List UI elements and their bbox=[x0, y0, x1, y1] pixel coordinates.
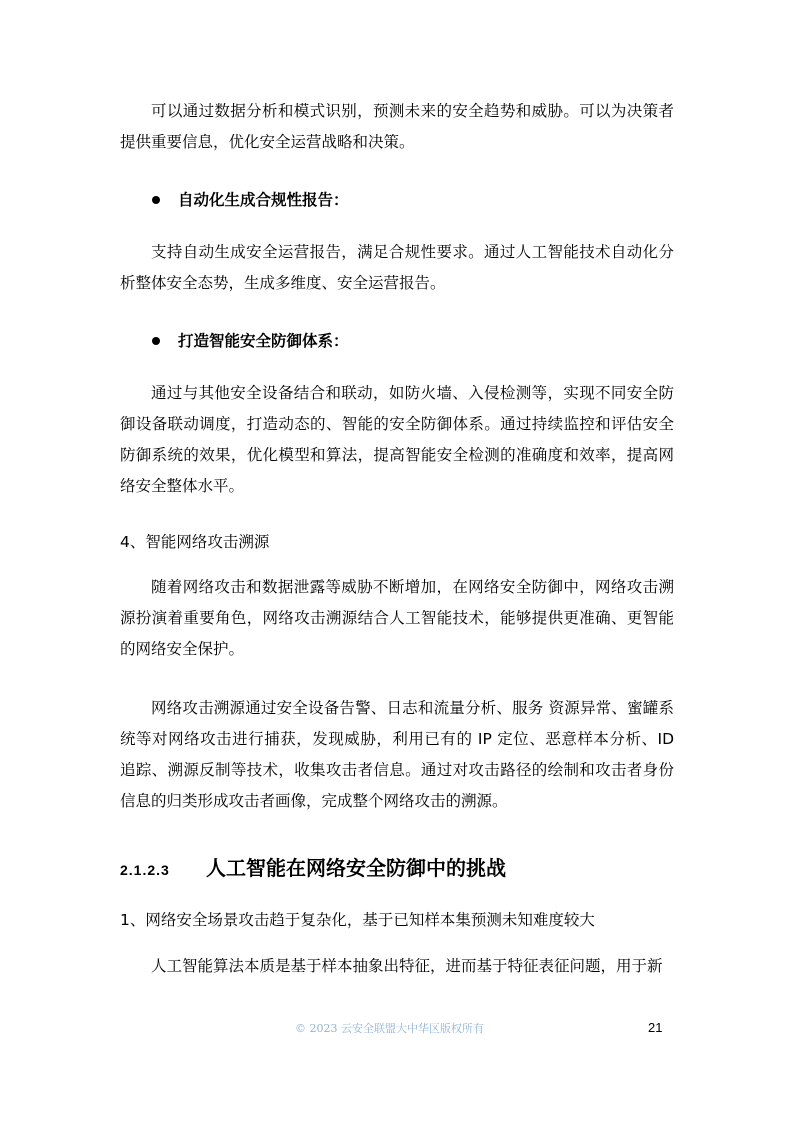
section-number: 2.1.2.3 bbox=[120, 862, 170, 878]
paragraph-tracing-intro: 随着网络攻击和数据泄露等威胁不断增加，在网络安全防御中，网络攻击溯源扮演着重要角色，网络攻击溯源结合人工智能技术，能够提供更准确、更智能的网络安全保护。 bbox=[120, 578, 674, 658]
subheading-attack-tracing: 4、智能网络攻击溯源 bbox=[120, 533, 270, 551]
bullet-defense-system bbox=[152, 329, 349, 353]
page-number: 21 bbox=[648, 1020, 663, 1035]
footer-copyright: © 2023 云安全联盟大中华区版权所有 bbox=[295, 1022, 484, 1035]
section-title: 人工智能在网络安全防御中的挑战 bbox=[206, 856, 506, 880]
paragraph-prediction: 可以通过数据分析和模式识别，预测未来的安全趋势和威胁。可以为决策者提供重要信息，优化安全运营战略和决策。 bbox=[120, 102, 674, 151]
paragraph-tracing-detail: 网络攻击溯源通过安全设备告警、日志和流量分析、服务 资源异常、蜜罐系统等对网络攻击进行捕获，发现威胁，利用已有的 IP 定位、恶意样本分析、ID 追踪、溯源反制等技术，收集攻击者信息。通过对攻击路径的绘制和攻击者身份信息的归类形成攻击者画像，完成整个网络攻击的溯源。 bbox=[120, 699, 674, 810]
paragraph-challenge-1: 人工智能算法本质是基于样本抽象出特征，进而基于特征表征问题，用于新 bbox=[151, 957, 663, 975]
bullet-label: 自动化生成合规性报告： bbox=[178, 191, 349, 209]
bullet-icon bbox=[152, 337, 160, 345]
paragraph-defense: 通过与其他安全设备结合和联动，如防火墙、入侵检测等，实现不同安全防御设备联动调度，打造动态的、智能的安全防御体系。通过持续监控和评估安全防御系统的效果，优化模型和算法，提高智能安全检测的准确度和效率，提高网络安全整体水平。 bbox=[120, 384, 674, 495]
subheading-challenge-1: 1、网络安全场景攻击趋于复杂化，基于已知样本集预测未知难度较大 bbox=[120, 911, 595, 929]
section-heading bbox=[120, 852, 506, 881]
bullet-icon bbox=[152, 196, 160, 204]
paragraph-report: 支持自动生成安全运营报告，满足合规性要求。通过人工智能技术自动化分析整体安全态势，生成多维度、安全运营报告。 bbox=[120, 243, 674, 292]
bullet-compliance-report bbox=[152, 188, 349, 212]
bullet-label: 打造智能安全防御体系： bbox=[178, 332, 349, 350]
page-footer bbox=[0, 1020, 793, 1040]
